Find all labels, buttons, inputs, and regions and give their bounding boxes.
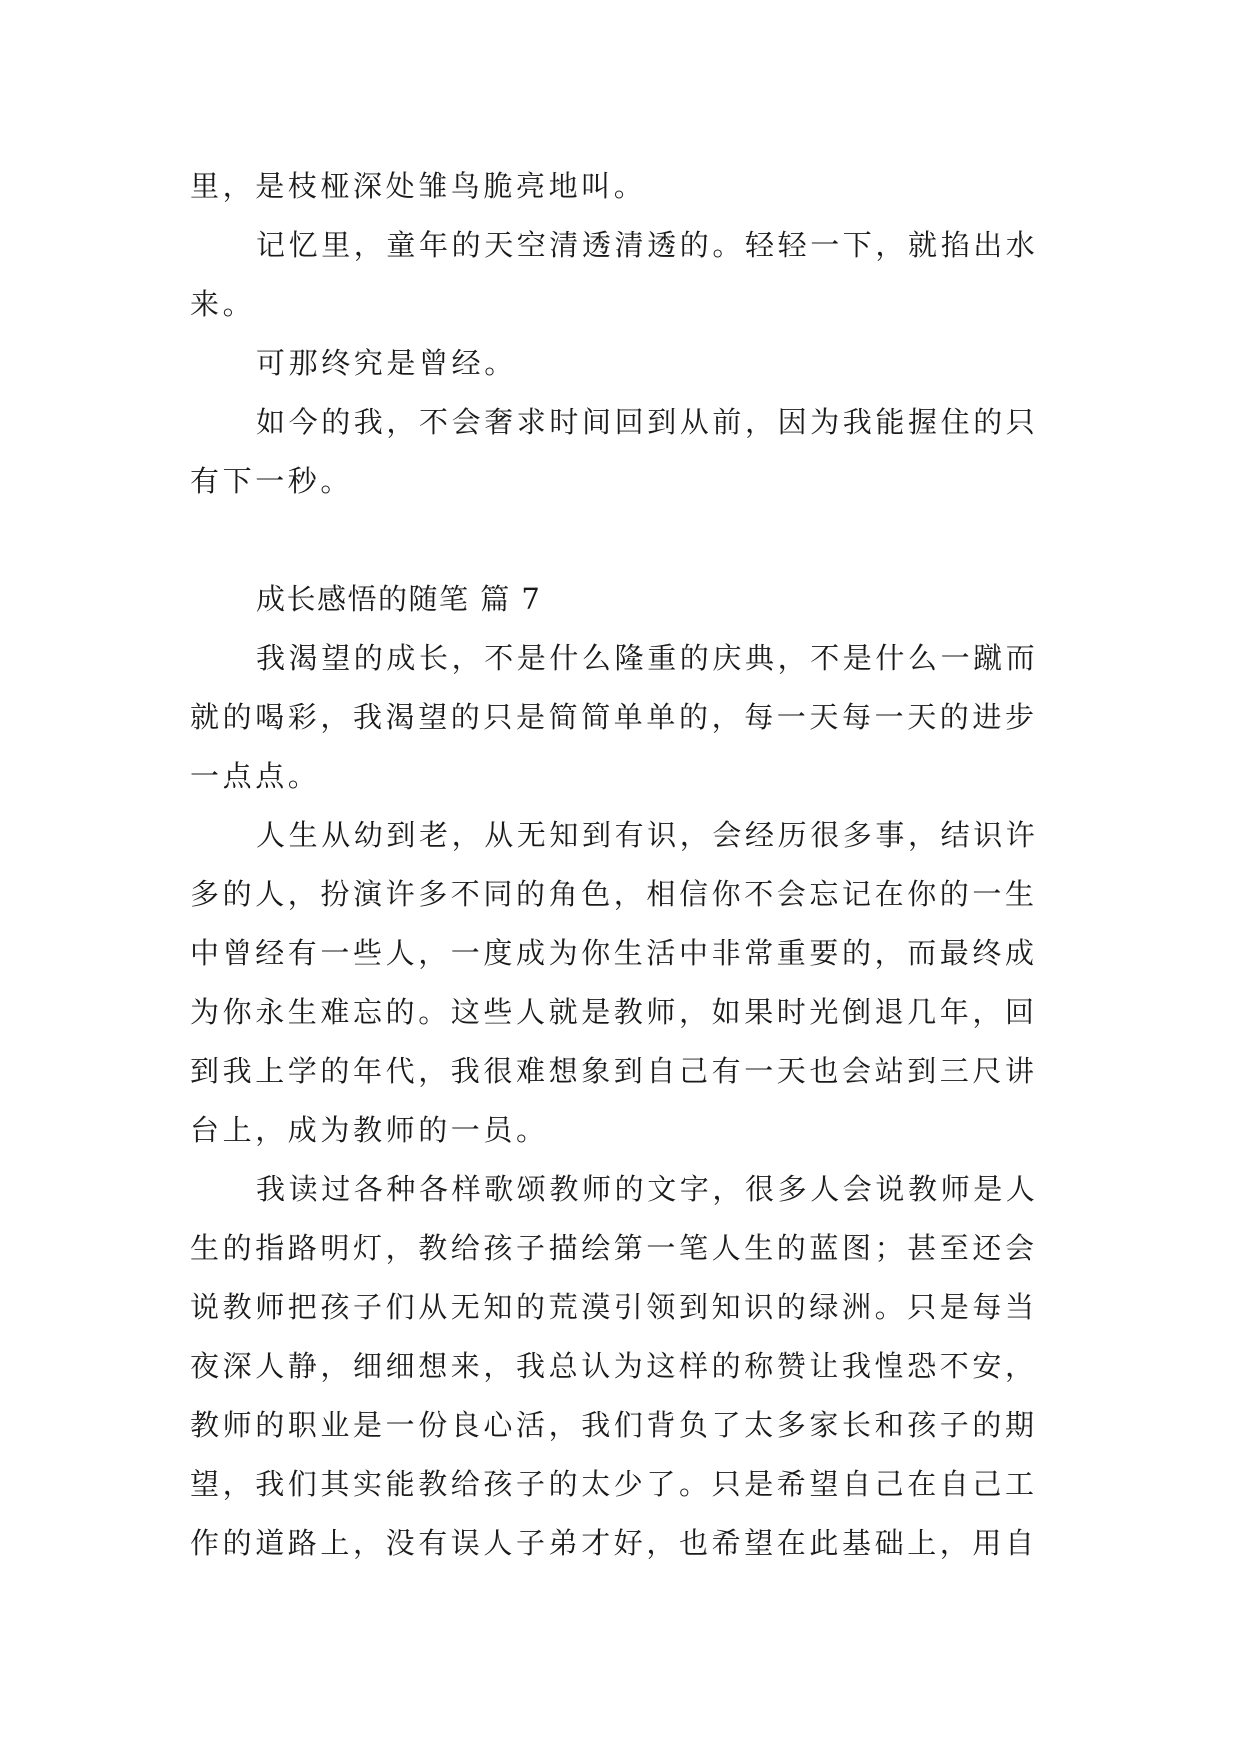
text-line: 有下一秒。 — [190, 464, 354, 498]
text-line: 我渴望的成长，不是什么隆重的庆典，不是什么一蹴而 — [256, 641, 1039, 675]
text-line: 教师的职业是一份良心活，我们背负了太多家长和孩子的期 — [190, 1408, 1038, 1442]
text-line: 夜深人静，细细想来，我总认为这样的称赞让我惶恐不安， — [190, 1349, 1038, 1383]
text-line: 为你永生难忘的。这些人就是教师，如果时光倒退几年，回 — [190, 995, 1038, 1029]
section-heading: 成长感悟的随笔 篇 7 — [256, 582, 542, 616]
text-line: 说教师把孩子们从无知的荒漠引领到知识的绿洲。只是每当 — [190, 1290, 1038, 1324]
text-line: 可那终究是曾经。 — [256, 346, 517, 380]
text-line: 如今的我，不会奢求时间回到从前，因为我能握住的只 — [256, 405, 1039, 439]
text-line: 作的道路上，没有误人子弟才好，也希望在此基础上，用自 — [190, 1526, 1038, 1560]
text-line: 里，是枝桠深处雏鸟脆亮地叫。 — [190, 169, 647, 203]
text-line: 多的人，扮演许多不同的角色，相信你不会忘记在你的一生 — [190, 877, 1038, 911]
text-line: 生的指路明灯，教给孩子描绘第一笔人生的蓝图；甚至还会 — [190, 1231, 1038, 1265]
text-line: 来。 — [190, 287, 256, 321]
text-line: 台上，成为教师的一员。 — [190, 1113, 549, 1147]
document-body — [190, 157, 1050, 1573]
text-line: 中曾经有一些人，一度成为你生活中非常重要的，而最终成 — [190, 936, 1038, 970]
text-line: 记忆里，童年的天空清透清透的。轻轻一下，就掐出水 — [256, 228, 1039, 262]
text-line: 望，我们其实能教给孩子的太少了。只是希望自己在自己工 — [190, 1467, 1038, 1501]
text-line: 一点点。 — [190, 759, 321, 793]
text-line: 到我上学的年代，我很难想象到自己有一天也会站到三尺讲 — [190, 1054, 1038, 1088]
text-line: 人生从幼到老，从无知到有识，会经历很多事，结识许 — [256, 818, 1039, 852]
text-line: 就的喝彩，我渴望的只是简简单单的，每一天每一天的进步 — [190, 700, 1038, 734]
text-line: 我读过各种各样歌颂教师的文字，很多人会说教师是人 — [256, 1172, 1039, 1206]
paragraph-gap — [190, 511, 1050, 570]
